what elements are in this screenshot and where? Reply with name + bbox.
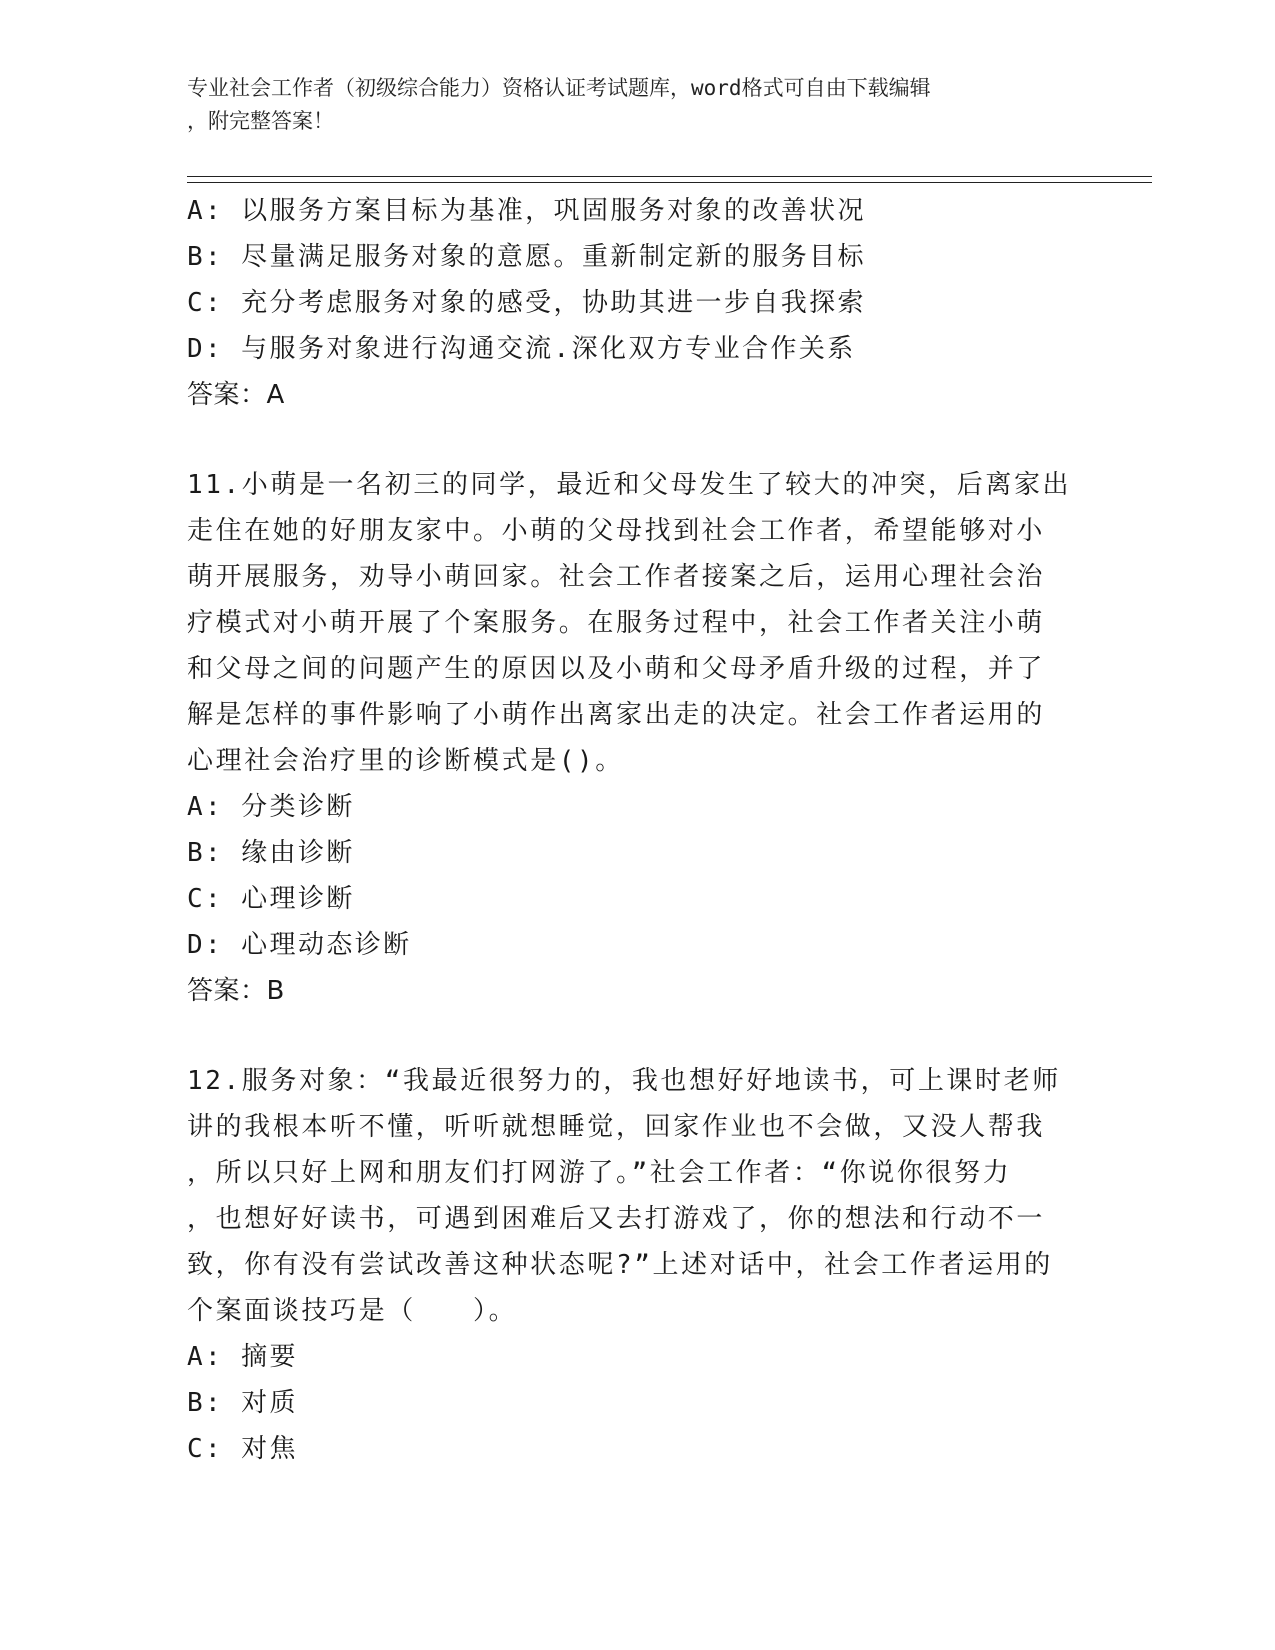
stem-line: 致，你有没有尝试改善这种状态呢?”上述对话中，社会工作者运用的 — [187, 1250, 1053, 1280]
option-a: A: 摘要 — [187, 1342, 298, 1372]
stem-line: 疗模式对小萌开展了个案服务。在服务过程中，社会工作者关注小萌 — [187, 608, 1046, 638]
stem-line: 和父母之间的问题产生的原因以及小萌和父母矛盾升级的过程，并了 — [187, 654, 1046, 684]
question-11 — [187, 462, 1087, 1014]
answer: 答案：B — [187, 976, 285, 1006]
stem-line: 解是怎样的事件影响了小萌作出离家出走的决定。社会工作者运用的 — [187, 700, 1046, 730]
answer: 答案：A — [187, 380, 285, 410]
option-c: C: 对焦 — [187, 1434, 298, 1464]
question-10 — [187, 188, 1087, 418]
option-b: B: 尽量满足服务对象的意愿。重新制定新的服务目标 — [187, 242, 866, 272]
stem-line: 个案面谈技巧是（ ）。 — [187, 1296, 518, 1326]
stem-line: 讲的我根本听不懂，听听就想睡觉，回家作业也不会做，又没人帮我 — [187, 1112, 1046, 1142]
option-a: A: 分类诊断 — [187, 792, 355, 822]
question-12 — [187, 1058, 1087, 1472]
document-header — [187, 72, 1067, 138]
option-d: D: 与服务对象进行沟通交流.深化双方专业合作关系 — [187, 334, 856, 364]
header-divider-thick — [187, 182, 1152, 183]
stem-line: 萌开展服务，劝导小萌回家。社会工作者接案之后，运用心理社会治 — [187, 562, 1046, 592]
option-c: C: 充分考虑服务对象的感受，协助其进一步自我探索 — [187, 288, 866, 318]
stem-line: 12.服务对象：“我最近很努力的，我也想好好地读书，可上课时老师 — [187, 1066, 1061, 1096]
option-c: C: 心理诊断 — [187, 884, 355, 914]
question-stem — [187, 462, 1087, 784]
option-a: A: 以服务方案目标为基准，巩固服务对象的改善状况 — [187, 196, 866, 226]
stem-line: 走住在她的好朋友家中。小萌的父母找到社会工作者，希望能够对小 — [187, 516, 1046, 546]
header-divider-thin — [187, 176, 1152, 177]
stem-line: ，所以只好上网和朋友们打网游了。”社会工作者：“你说你很努力 — [187, 1158, 1012, 1188]
question-stem — [187, 1058, 1087, 1334]
stem-line: ，也想好好读书，可遇到困难后又去打游戏了，你的想法和行动不一 — [187, 1204, 1046, 1234]
stem-line: 心理社会治疗里的诊断模式是()。 — [187, 746, 624, 776]
option-b: B: 缘由诊断 — [187, 838, 355, 868]
option-d: D: 心理动态诊断 — [187, 930, 412, 960]
document-body — [187, 188, 1087, 1472]
stem-line: 11.小萌是一名初三的同学，最近和父母发生了较大的冲突，后离家出 — [187, 470, 1072, 500]
option-b: B: 对质 — [187, 1388, 298, 1418]
header-line-2: ，附完整答案！ — [187, 109, 334, 133]
header-line-1: 专业社会工作者（初级综合能力）资格认证考试题库，word格式可自由下载编辑 — [187, 76, 931, 100]
